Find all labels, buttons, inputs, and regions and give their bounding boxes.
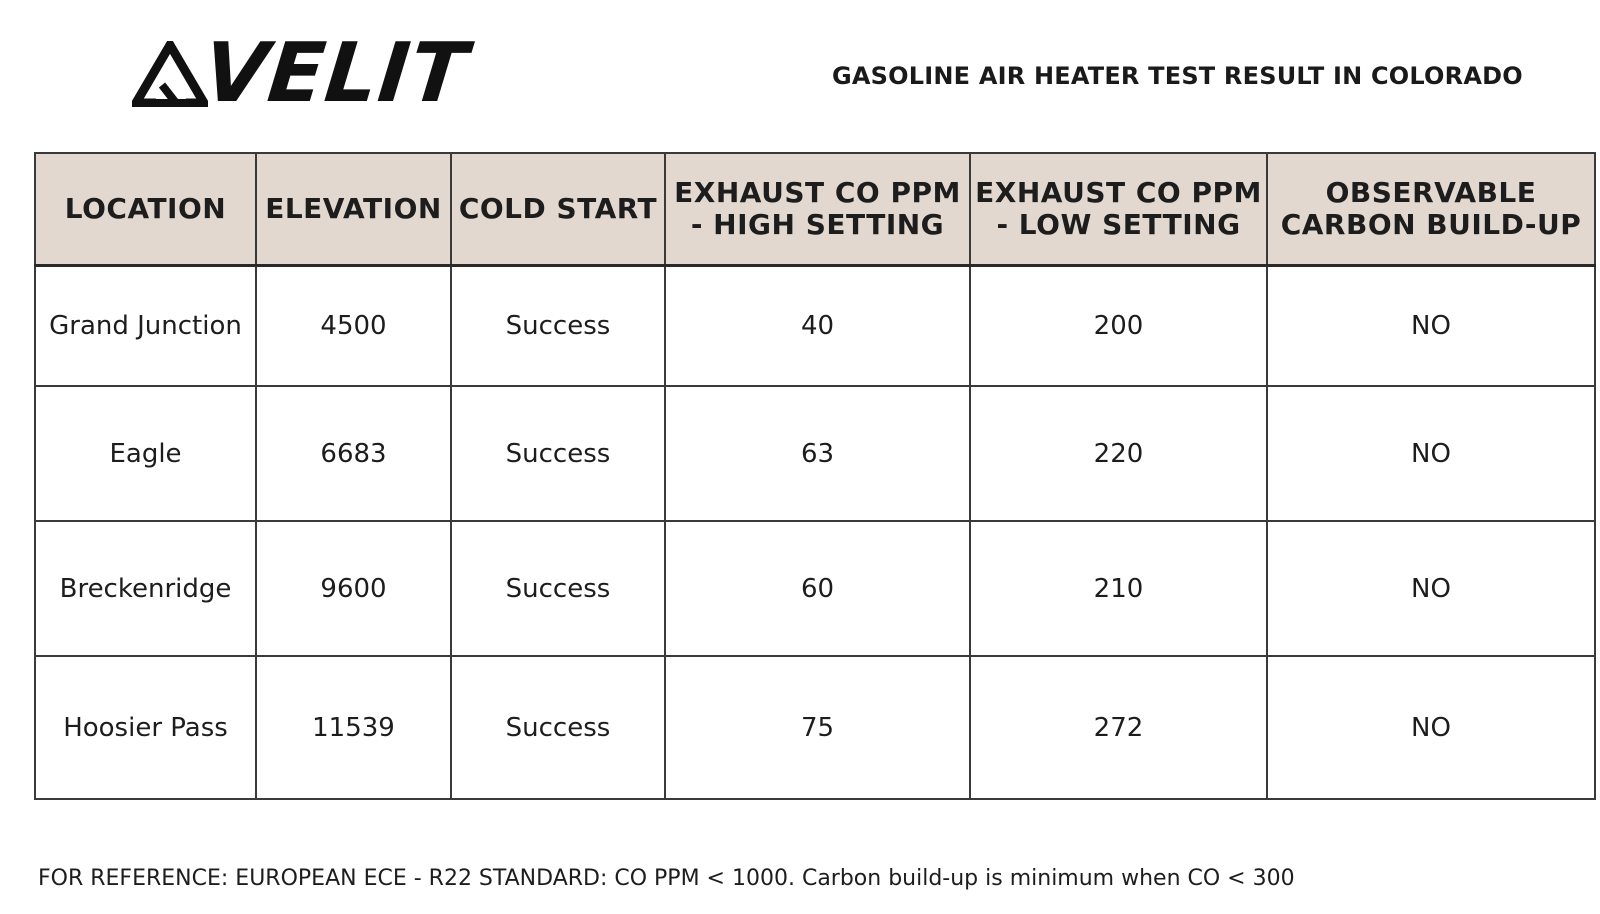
column-header-co-high: EXHAUST CO PPM - HIGH SETTING bbox=[665, 153, 970, 266]
cell-co-high: 40 bbox=[665, 266, 970, 387]
cell-carbon-buildup: NO bbox=[1267, 386, 1595, 521]
brand-logo bbox=[132, 26, 473, 121]
cell-carbon-buildup: NO bbox=[1267, 521, 1595, 656]
cell-location: Eagle bbox=[35, 386, 256, 521]
column-header-cold-start: COLD START bbox=[451, 153, 665, 266]
reference-footnote: FOR REFERENCE: EUROPEAN ECE - R22 STANDARD: CO PPM < 1000. Carbon build-up is minimum when CO < 300 bbox=[38, 866, 1295, 891]
cell-co-low: 220 bbox=[970, 386, 1267, 521]
cell-cold-start: Success bbox=[451, 266, 665, 387]
cell-elevation: 6683 bbox=[256, 386, 451, 521]
cell-cold-start: Success bbox=[451, 521, 665, 656]
cell-elevation: 4500 bbox=[256, 266, 451, 387]
cell-carbon-buildup: NO bbox=[1267, 656, 1595, 799]
brand-name: VELIT bbox=[199, 26, 473, 121]
column-header-elevation: ELEVATION bbox=[256, 153, 451, 266]
cell-co-low: 200 bbox=[970, 266, 1267, 387]
column-header-co-low: EXHAUST CO PPM - LOW SETTING bbox=[970, 153, 1267, 266]
table-header-row bbox=[35, 153, 1595, 266]
cell-elevation: 11539 bbox=[256, 656, 451, 799]
cell-cold-start: Success bbox=[451, 386, 665, 521]
cell-co-low: 272 bbox=[970, 656, 1267, 799]
table-row bbox=[35, 266, 1595, 387]
table-row bbox=[35, 521, 1595, 656]
cell-location: Grand Junction bbox=[35, 266, 256, 387]
triangle-mountain-icon bbox=[132, 41, 208, 107]
column-header-location: LOCATION bbox=[35, 153, 256, 266]
cell-cold-start: Success bbox=[451, 656, 665, 799]
cell-carbon-buildup: NO bbox=[1267, 266, 1595, 387]
table-row bbox=[35, 386, 1595, 521]
cell-location: Hoosier Pass bbox=[35, 656, 256, 799]
column-header-carbon-buildup: OBSERVABLE CARBON BUILD-UP bbox=[1267, 153, 1595, 266]
table-row bbox=[35, 656, 1595, 799]
document-title: GASOLINE AIR HEATER TEST RESULT IN COLORADO bbox=[832, 62, 1523, 90]
test-results-table bbox=[34, 152, 1596, 800]
cell-location: Breckenridge bbox=[35, 521, 256, 656]
cell-co-high: 63 bbox=[665, 386, 970, 521]
cell-co-high: 60 bbox=[665, 521, 970, 656]
cell-co-low: 210 bbox=[970, 521, 1267, 656]
cell-co-high: 75 bbox=[665, 656, 970, 799]
cell-elevation: 9600 bbox=[256, 521, 451, 656]
